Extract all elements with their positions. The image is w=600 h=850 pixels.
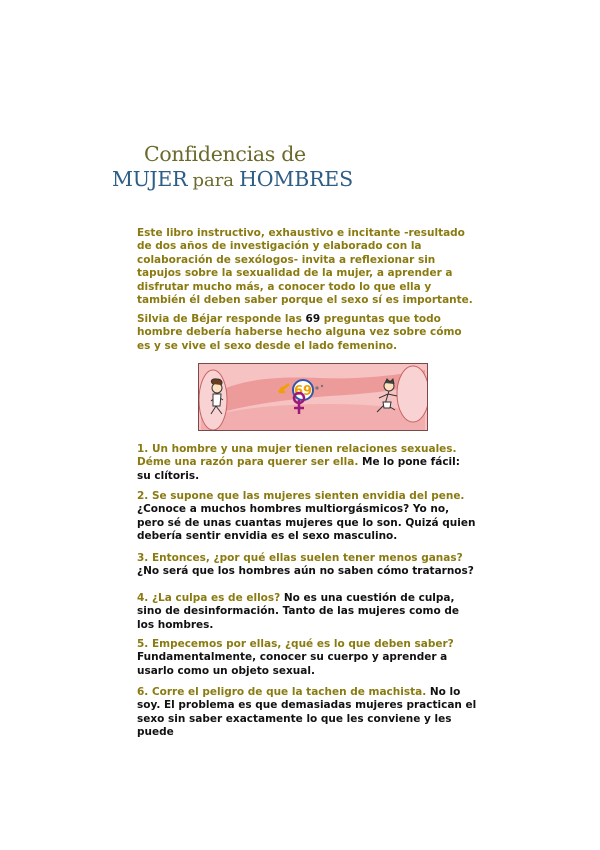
question-1: 1. Un hombre y una mujer tienen relaciones sexuales. Déme una razón para querer ser ella. — [137, 443, 457, 469]
cartoon-tunnel-right — [397, 366, 427, 422]
author-text-after: preguntas que todo hombre debería haberse hecho alguna vez sobre cómo es y se vive el sexo desde el lado femenino. — [137, 313, 462, 352]
answer-4: No es una cuestión de culpa, sino de desinformación. Tanto de las mujeres como de los hombres. — [137, 592, 459, 631]
author-number: 69 — [305, 313, 321, 325]
answer-3: ¿No será que los hombres aún no saben cómo tratarnos? — [137, 565, 474, 578]
answer-2: ¿Conoce a muchos hombres multiorgásmicos? Yo no, pero sé de unas cuantas mujeres que lo son. Quizá quien debería sentir envidia es el sexo masculino. — [137, 503, 476, 543]
question-4: 4. ¿La culpa es de ellos? — [137, 592, 281, 604]
qa-item-2 — [137, 490, 477, 544]
qa-item-5 — [137, 638, 477, 678]
qa-item-6 — [137, 686, 477, 740]
cartoon-svg — [199, 364, 427, 430]
symbol-label: 69 — [293, 384, 313, 399]
intro-paragraph: Este libro instructivo, exhaustivo e incitante -resultado de dos años de investigación y elaborado con la colaboración de sexólogos- invita a reflexionar sin tapujos sobre la sexualidad de la mujer, a aprender a disfrutar mucho más, a conocer todo lo que ella y también él deben saber porque el sexo sí es importante. — [137, 227, 473, 307]
title-mujer: MUJER — [112, 167, 188, 191]
question-6: 6. Corre el peligro de que la tachen de machista. — [137, 686, 427, 698]
title-line-2 — [112, 166, 412, 194]
author-paragraph — [137, 313, 477, 353]
qa-item-1 — [137, 443, 477, 483]
title-line-1: Confidencias de — [144, 142, 306, 166]
qa-item-4 — [137, 592, 477, 632]
question-5: 5. Empecemos por ellas, ¿qué es lo que deben saber? — [137, 638, 454, 650]
cartoon-illustration — [198, 363, 428, 431]
question-2: 2. Se supone que las mujeres sienten envidia del pene. — [137, 490, 465, 502]
qa-item-3 — [137, 552, 477, 579]
question-3: 3. Entonces, ¿por qué ellas suelen tener menos ganas? — [137, 552, 463, 564]
answer-5: Fundamentalmente, conocer su cuerpo y aprender a usarlo como un objeto sexual. — [137, 651, 448, 677]
answer-1: Me lo pone fácil: su clítoris. — [137, 456, 460, 482]
answer-6: No lo soy. El problema es que demasiadas mujeres practican el sexo sin saber exactamente lo que les conviene y les puede — [137, 686, 477, 739]
title-para: para — [192, 170, 235, 191]
book-title — [112, 142, 412, 194]
title-hombres: HOMBRES — [239, 167, 353, 191]
author-text-before: Silvia de Béjar responde las — [137, 313, 306, 325]
